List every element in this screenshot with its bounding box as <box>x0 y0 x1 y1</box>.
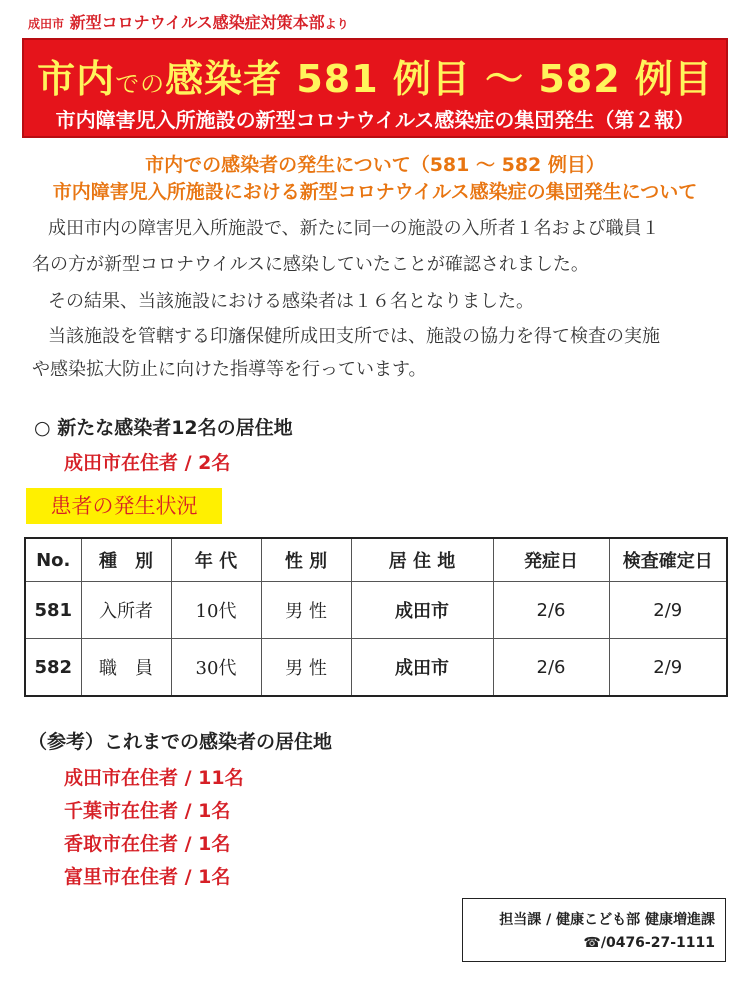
reference-item: 富里市在住者 / 1名 <box>64 866 231 888</box>
reference-item: 香取市在住者 / 1名 <box>64 833 231 855</box>
th-confirmed: 検査確定日 <box>609 538 727 582</box>
cell-city: 成田市 <box>351 639 493 697</box>
status-label: 患者の発生状況 <box>26 488 222 524</box>
cell-onset: 2/6 <box>493 582 609 639</box>
header-line <box>28 10 349 33</box>
reference-heading: （参考）これまでの感染者の居住地 <box>28 731 333 753</box>
table-row <box>25 582 727 639</box>
reference-item: 千葉市在住者 / 1名 <box>64 800 231 822</box>
cell-confirmed: 2/9 <box>609 639 727 697</box>
cell-city: 成田市 <box>351 582 493 639</box>
banner-title-p4: 581 例目 ～ 582 例目 <box>296 57 713 101</box>
th-city: 居 住 地 <box>351 538 493 582</box>
th-age: 年 代 <box>171 538 261 582</box>
th-sex: 性 別 <box>261 538 351 582</box>
table-row <box>25 639 727 697</box>
subhead-1: 市内での感染者の発生について（581 ～ 582 例目） <box>145 154 605 176</box>
contact-box <box>462 898 726 962</box>
cell-type: 入所者 <box>81 582 171 639</box>
header-org: 新型コロナウイルス感染症対策本部 <box>69 13 325 32</box>
cell-onset: 2/6 <box>493 639 609 697</box>
cell-no: 581 <box>25 582 81 639</box>
cell-age: 30代 <box>171 639 261 697</box>
reference-item: 成田市在住者 / 11名 <box>64 767 244 789</box>
para-3-line-2: や感染拡大防止に向けた指導等を行っています。 <box>32 359 427 380</box>
cell-sex: 男 性 <box>261 639 351 697</box>
cell-confirmed: 2/9 <box>609 582 727 639</box>
para-1-line-1: 成田市内の障害児入所施設で、新たに同一の施設の入所者１名および職員１ <box>48 218 660 239</box>
banner-title-p2: での <box>115 70 166 98</box>
cell-type: 職 員 <box>81 639 171 697</box>
cell-no: 582 <box>25 639 81 697</box>
para-1-line-2: 名の方が新型コロナウイルスに感染していたことが確認されました。 <box>32 254 589 275</box>
banner-title-p3: 感染者 <box>165 57 283 101</box>
cell-age: 10代 <box>171 582 261 639</box>
new-cases-heading: ○ 新たな感染者12名の居住地 <box>34 417 293 439</box>
header-yori: より <box>324 17 349 31</box>
banner-subtitle: 市内障害児入所施設の新型コロナウイルス感染症の集団発生（第２報） <box>55 108 695 132</box>
table-header-row <box>25 538 727 582</box>
th-type: 種 別 <box>81 538 171 582</box>
banner-title-p1: 市内 <box>37 57 116 101</box>
th-no: No. <box>25 538 81 582</box>
th-onset: 発症日 <box>493 538 609 582</box>
cell-sex: 男 性 <box>261 582 351 639</box>
contact-dept: 担当課 / 健康こども部 健康増進課 <box>499 912 715 928</box>
cases-table <box>24 537 728 697</box>
banner-title <box>24 48 726 103</box>
contact-phone: ☎/0476-27-1111 <box>583 935 715 951</box>
header-city: 成田市 <box>28 17 65 31</box>
subhead-2: 市内障害児入所施設における新型コロナウイルス感染症の集団発生について <box>52 181 698 203</box>
para-2: その結果、当該施設における感染者は１６名となりました。 <box>48 291 534 312</box>
title-banner <box>22 38 728 138</box>
new-cases-item: 成田市在住者 / 2名 <box>64 452 231 474</box>
para-3-line-1: 当該施設を管轄する印旛保健所成田支所では、施設の協力を得て検査の実施 <box>48 326 660 347</box>
